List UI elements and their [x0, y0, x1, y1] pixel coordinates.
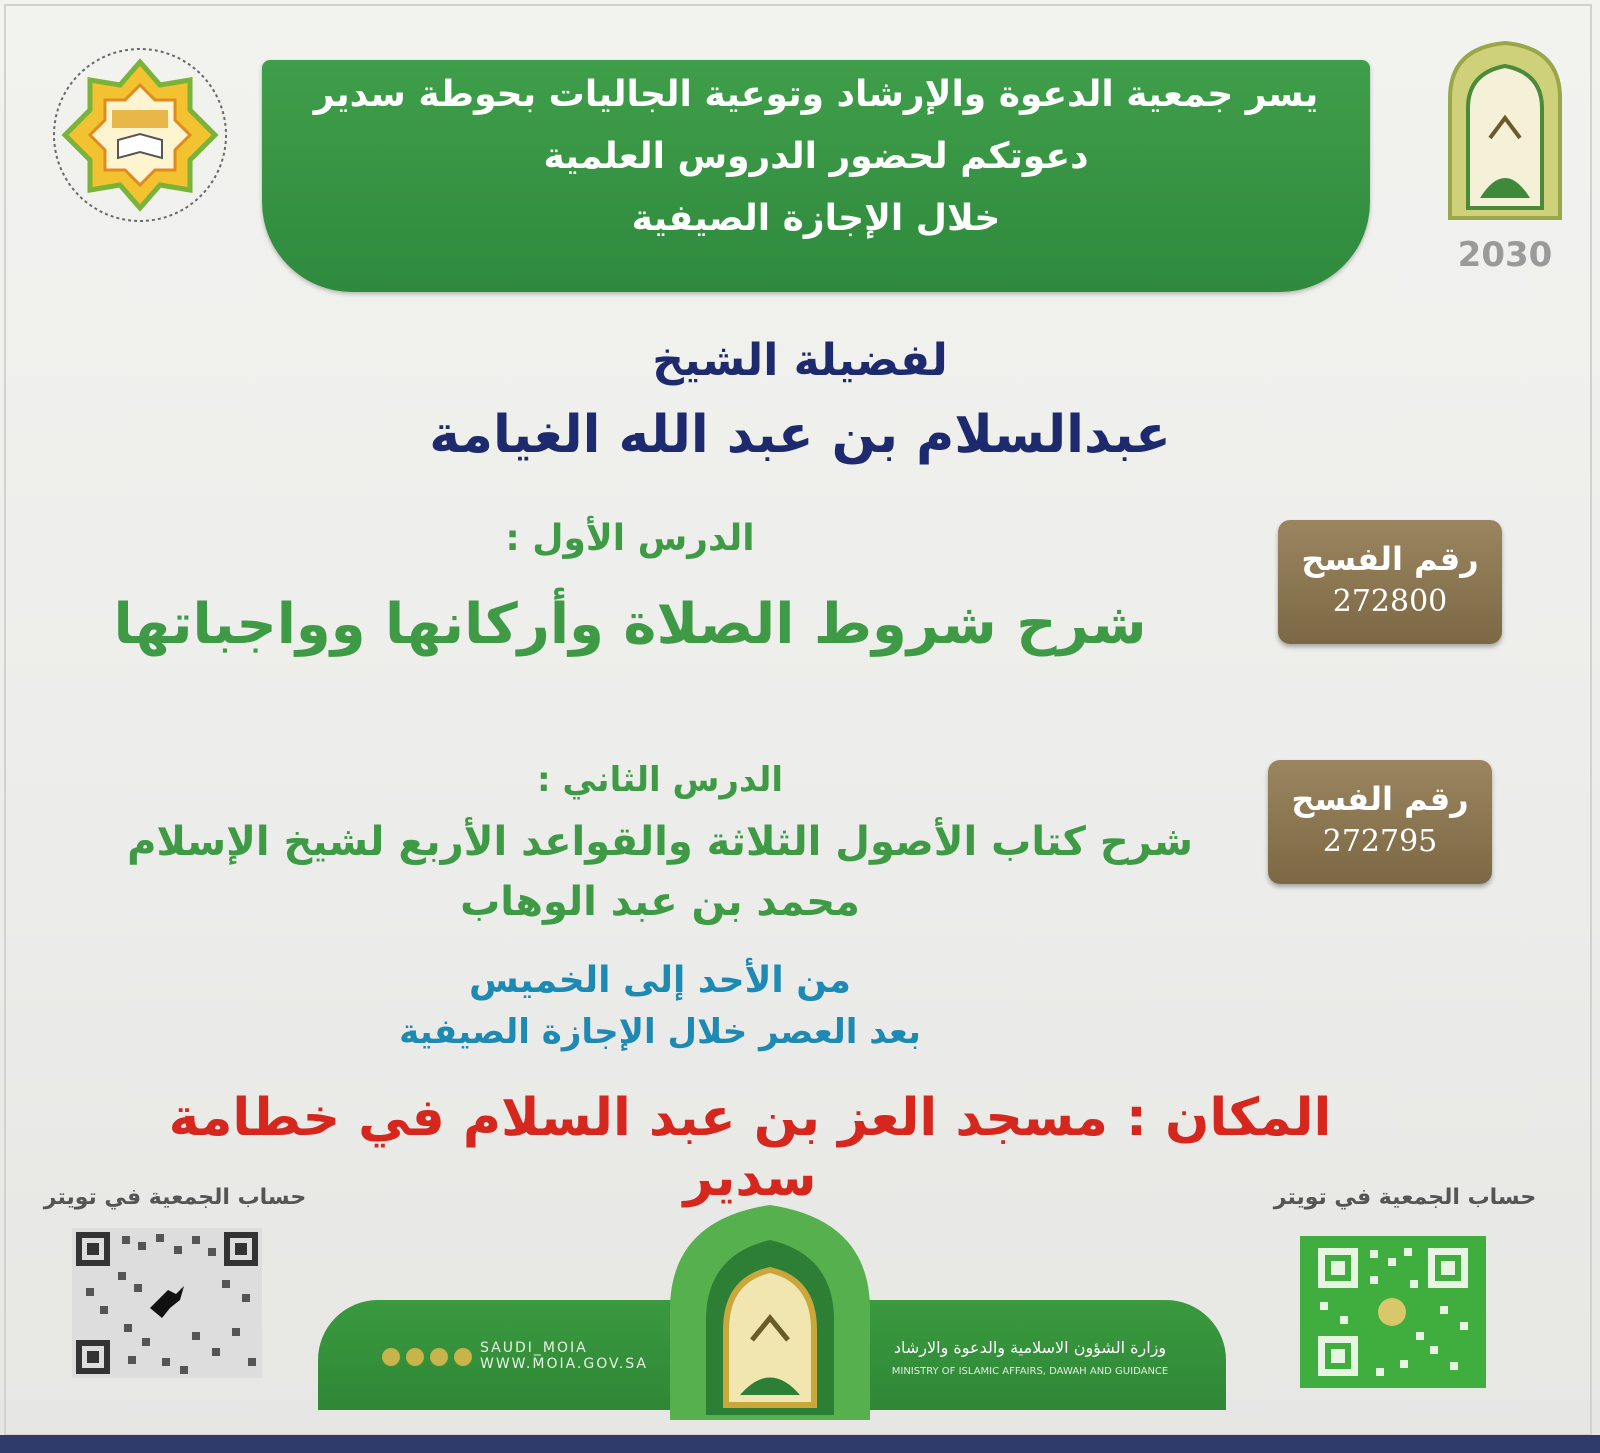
footer-ministry-en: MINISTRY OF ISLAMIC AFFAIRS, DAWAH AND GUIDANCE [891, 1366, 1169, 1377]
instagram-icon[interactable] [406, 1348, 424, 1366]
qr-code-left[interactable] [72, 1228, 262, 1378]
lesson-1-title: شرح شروط الصلاة وأركانها وواجباتها [113, 592, 1147, 657]
schedule-days: من الأحد إلى الخميس [469, 960, 851, 1001]
ministry-logo [1440, 38, 1570, 288]
header-line-2: دعوتكم لحضور الدروس العلمية [543, 136, 1089, 177]
header-line-3: خلال الإجازة الصيفية [631, 198, 1001, 239]
footer-ministry-ar: وزارة الشؤون الاسلامية والدعوة والارشاد [893, 1338, 1167, 1357]
permit-number: 272800 [1332, 584, 1448, 619]
sheikh-title: لفضيلة الشيخ [652, 335, 948, 386]
lesson-2-label: الدرس الثاني : [536, 760, 784, 800]
youtube-icon[interactable] [454, 1348, 472, 1366]
header-line-1: يسر جمعية الدعوة والإرشاد وتوعية الجاليات بحوطة سدير [313, 74, 1319, 115]
sheikh-name: عبدالسلام بن عبد الله الغيامة [429, 405, 1171, 465]
permit-label: رقم الفسح [1301, 540, 1479, 578]
lesson-2-permit-box [1268, 760, 1492, 884]
permit-label: رقم الفسح [1291, 780, 1469, 818]
header-banner [262, 60, 1370, 292]
lesson-2-title [120, 812, 1200, 932]
facebook-icon[interactable] [382, 1348, 400, 1366]
footer-url[interactable]: WWW.MOIA.GOV.SA [480, 1356, 648, 1372]
twitter-icon[interactable] [430, 1348, 448, 1366]
mosque-arch-emblem [660, 1200, 880, 1420]
qr-code-right[interactable] [1300, 1236, 1486, 1388]
event-place: المكان : مسجد العز بن عبد السلام في خطامة سدير [168, 1088, 1332, 1208]
twitter-label-right: حساب الجمعية في تويتر [1273, 1185, 1537, 1210]
lesson-2-title-line-1: شرح كتاب الأصول الثلاثة والقواعد الأربع لشيخ الإسلام [127, 819, 1193, 865]
bottom-strip [0, 1435, 1600, 1453]
schedule-time: بعد العصر خلال الإجازة الصيفية [399, 1012, 921, 1052]
lesson-2-title-line-2: محمد بن عبد الوهاب [460, 879, 860, 925]
lesson-1-permit-box [1278, 520, 1502, 644]
permit-number: 272795 [1322, 824, 1438, 859]
vision-2030-text: 2030 [1457, 235, 1553, 275]
twitter-label-left: حساب الجمعية في تويتر [43, 1185, 307, 1210]
footer-brand [480, 1340, 648, 1372]
footer-brand-name: SAUDI_MOIA [480, 1340, 588, 1356]
association-logo [40, 40, 240, 230]
lesson-1-label: الدرس الأول : [505, 518, 755, 559]
social-icons [382, 1348, 478, 1370]
